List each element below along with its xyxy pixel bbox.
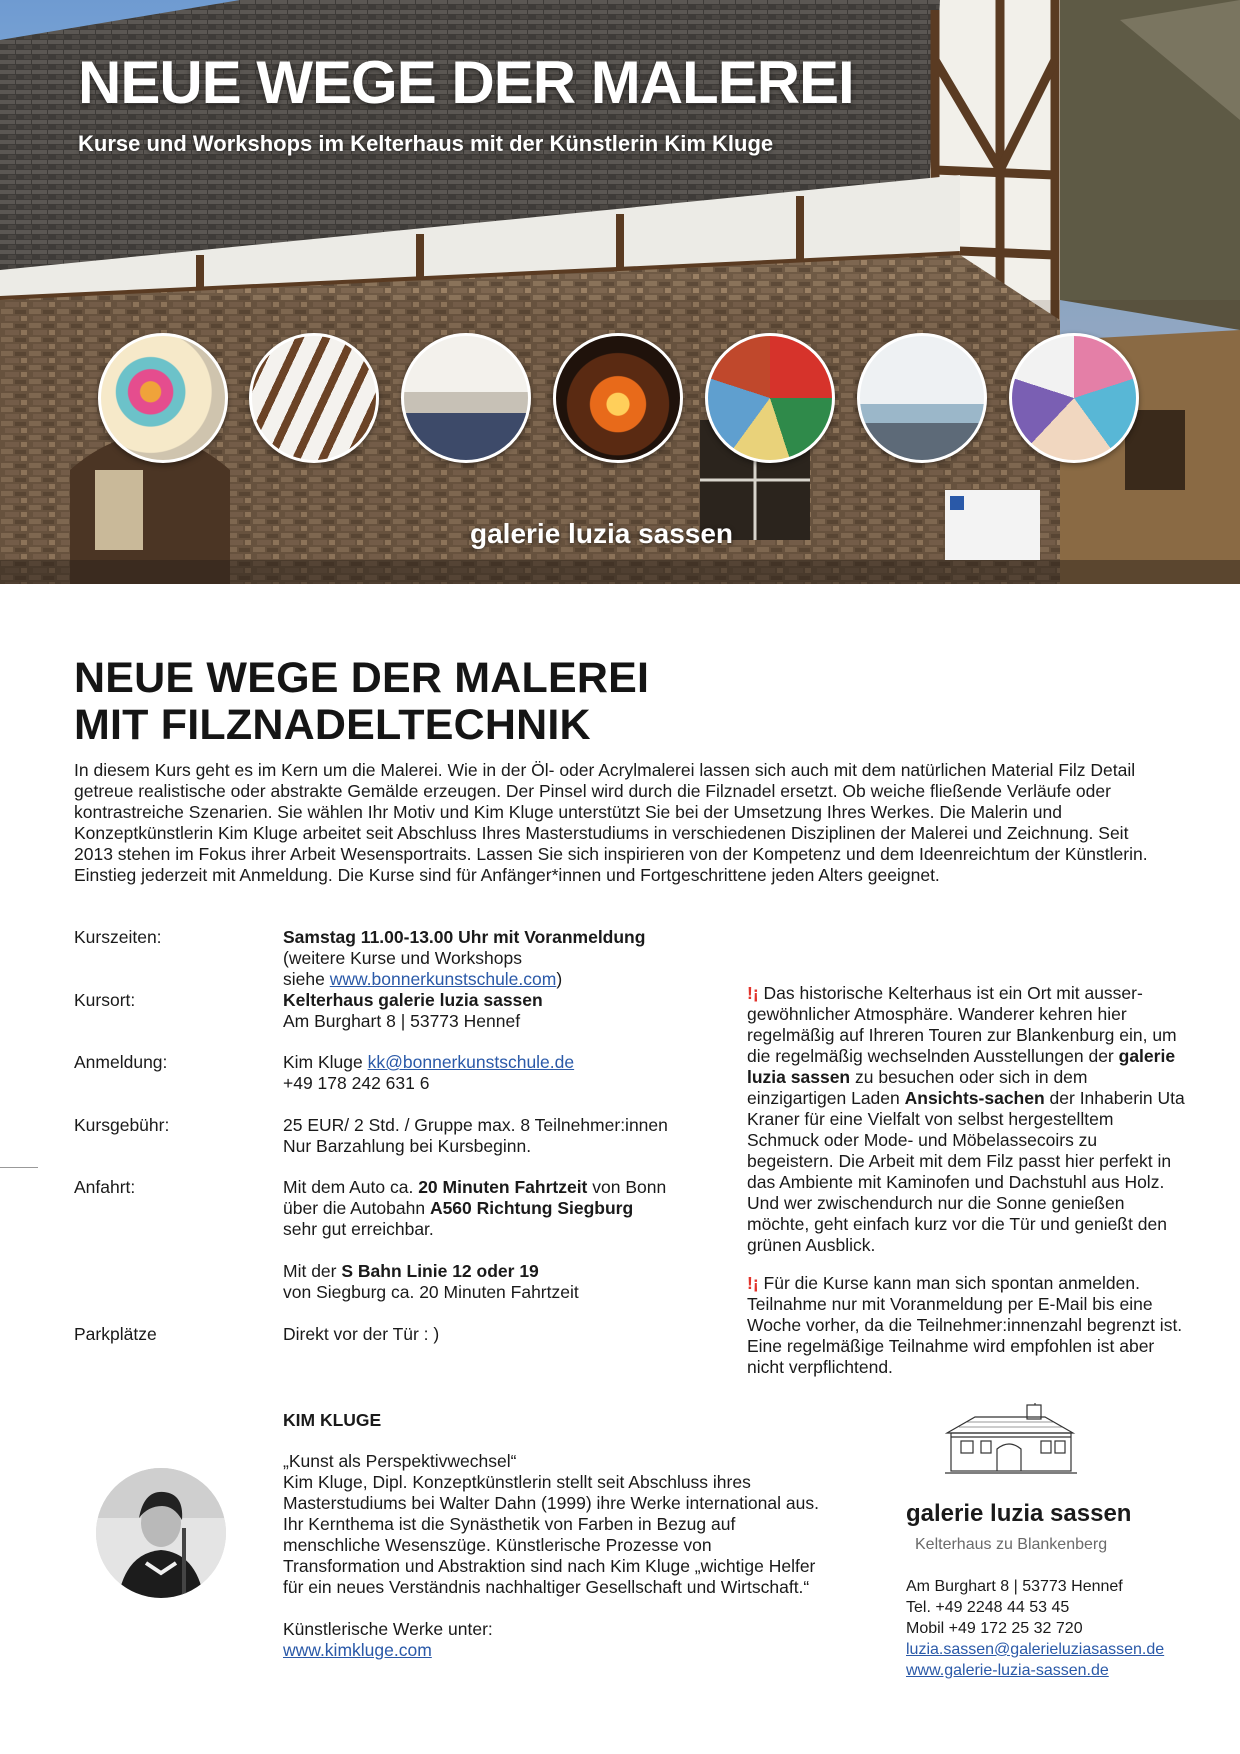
kurszeiten-line2: (weitere Kurse und Workshops xyxy=(283,948,522,968)
artist-works-label: Künstlerische Werke unter: xyxy=(283,1619,493,1639)
value-anfahrt xyxy=(283,1177,666,1303)
title-line-1: NEUE WEGE DER MALEREI xyxy=(74,654,650,702)
kurszeiten-line3-prefix: siehe xyxy=(283,969,330,989)
workshop-photo-roof-beams xyxy=(249,333,379,463)
anfahrt-t5: Mit der xyxy=(283,1261,342,1281)
label-kurszeiten: Kurszeiten: xyxy=(74,927,162,947)
value-parkplaetze: Direkt vor der Tür : ) xyxy=(283,1324,440,1344)
artist-portrait-photo xyxy=(96,1468,226,1598)
workshop-photo-portrait-art xyxy=(1009,333,1139,463)
workshop-photo-fireplace xyxy=(553,333,683,463)
artist-heading: KIM KLUGE xyxy=(283,1410,382,1430)
gebuehr-line1: 25 EUR/ 2 Std. / Gruppe max. 8 Teilnehmer:innen xyxy=(283,1115,668,1135)
kursort-bold: Kelterhaus galerie luzia sassen xyxy=(283,990,543,1010)
anfahrt-b1: 20 Minuten Fahrtzeit xyxy=(418,1177,588,1197)
kurszeiten-line3-suffix: ) xyxy=(556,969,563,989)
value-kurszeiten xyxy=(283,927,645,990)
gallery-web-link[interactable]: www.galerie-luzia-sassen.de xyxy=(906,1662,1109,1679)
anfahrt-t4: sehr gut erreichbar. xyxy=(283,1219,434,1239)
anmeldung-paragraph xyxy=(747,1273,1187,1378)
building-sketch-icon xyxy=(945,1403,1077,1480)
hero-subtitle: Kurse und Workshops im Kelterhaus mit der Künstlerin Kim Kluge xyxy=(78,131,774,156)
label-parkplaetze: Parkplätze xyxy=(74,1324,157,1344)
side-p1-d: der Inhaberin Uta Kraner für eine Vielfalt von selbst hergestelltem Schmuck oder Mode- und Möbelassecoirs zu begeistern. Die Arbeit mit dem Filz passt hier perfekt in das Ambiente mit Kaminofen und Dachstuhl aus Holz. Und wer zwischendurch nur die Sonne genießen möchte, geht einfach kurz vor die Tür und genießt den grünen Ausblick. xyxy=(747,1088,1185,1255)
kurszeiten-bold: Samstag 11.00-13.00 Uhr mit Voranmeldung xyxy=(283,927,646,947)
anfahrt-t3: über die Autobahn xyxy=(283,1198,430,1218)
anmeldung-email-link[interactable]: kk@bonnerkunstschule.de xyxy=(367,1052,575,1072)
attention-mark: !¡ xyxy=(747,1273,759,1293)
attention-mark: !¡ xyxy=(747,983,759,1003)
side-p2: Für die Kurse kann man sich spontan anmelden. Teilnahme nur mit Voranmeldung per E-Mail bis eine Woche vorher, da die Teilnehmer:innenzahl begrenzt ist. Eine regelmäßige Teilnahme wird empfohlen ist aber nicht verpflichtend. xyxy=(747,1273,1183,1377)
side-p1-c: zu besuchen oder sich in dem einzigartigen Laden xyxy=(747,1067,1088,1108)
hero-banner xyxy=(0,0,1240,584)
gallery-contact xyxy=(906,1576,1164,1681)
side-p1-shop: Ansichts-sachen xyxy=(904,1088,1045,1108)
gallery-name: galerie luzia sassen xyxy=(906,1500,1132,1527)
workshop-photo-studio xyxy=(401,333,531,463)
artist-bio-text: Kim Kluge, Dipl. Konzeptkünstlerin stellt seit Abschluss ihres Masterstudiums bei Walter Dahn (1999) ihre Werke international aus. Ihr Kernthema ist die Synästhetik von Farben in Bezug auf menschliche Wesenszüge. Künstlerische Prozesse von Transformation und Abstraktion sind nach Kim Kluge „wichtige Helfer für ein neues Verständnis nachhaltiger Gesellschaft und Wirtschaft.“ xyxy=(283,1472,819,1597)
artist-bio xyxy=(283,1451,823,1661)
intro-paragraph: In diesem Kurs geht es im Kern um die Malerei. Wie in der Öl- oder Acrylmalerei lassen sich auch mit dem natürlichen Material Filz Detail getreue realistische oder abstrakte Gemälde erzeugen. Der Pinsel wird durch die Filznadel ersetzt. Ob weiche fließende Verläufe oder kontrastreiche Szenarien. Sie wählen Ihr Motiv und Kim Kluge unterstützt Sie bei der Umsetzung Ihres Werkes. Die Malerin und Konzeptkünstlerin Kim Kluge arbeitet seit Abschluss Ihres Masterstudiums in verschiedenen Disziplinen der Malerei und Zeichnung. Seit 2013 stehen im Fokus ihrer Arbeit Wesensportraits. Lassen Sie sich inspirieren von der Kompetenz und dem Ideenreichtum der Künstlerin. Einstieg jederzeit mit Anmeldung. Die Kurse sind für Anfänger*innen und Fortgeschrittene jeden Alters geeignet. xyxy=(74,760,1148,885)
side-p1-a: Das historische Kelterhaus ist ein Ort mit ausser-gewöhnlicher Atmosphäre. Wanderer kehren hier regelmäßig auf Ihreren Touren zur Blankenburg ein, um die regelmäßig wechselnden Ausstellungen der xyxy=(747,983,1177,1066)
value-anmeldung xyxy=(283,1052,574,1094)
workshop-photo-painting xyxy=(705,333,835,463)
value-kursgebuehr xyxy=(283,1115,668,1157)
gallery-address: Am Burghart 8 | 53773 Hennef xyxy=(906,1578,1123,1595)
label-anfahrt: Anfahrt: xyxy=(74,1177,136,1197)
hero-title: NEUE WEGE DER MALEREI xyxy=(78,49,854,116)
artist-quote: „Kunst als Perspektivwechsel“ xyxy=(283,1451,517,1471)
anfahrt-t1: Mit dem Auto ca. xyxy=(283,1177,419,1197)
side-p1-gallery: galerie luzia sassen xyxy=(747,1046,1176,1087)
title-line-2: MIT FILZNADELTECHNIK xyxy=(74,701,591,749)
gallery-tel: Tel. +49 2248 44 53 45 xyxy=(906,1599,1070,1616)
gallery-mobil: Mobil +49 172 25 32 720 xyxy=(906,1620,1083,1637)
gallery-email-link[interactable]: luzia.sassen@galerieluziasassen.de xyxy=(906,1641,1165,1658)
anfahrt-b3: S Bahn Linie 12 oder 19 xyxy=(341,1261,539,1281)
kelterhaus-paragraph xyxy=(747,983,1187,1256)
margin-divider xyxy=(0,1167,38,1168)
bonnerkunstschule-link[interactable]: www.bonnerkunstschule.com xyxy=(329,969,557,989)
workshop-photo-felt xyxy=(98,333,228,463)
anmeldung-phone: +49 178 242 631 6 xyxy=(283,1073,430,1093)
label-kursort: Kursort: xyxy=(74,990,136,1010)
kursort-address: Am Burghart 8 | 53773 Hennef xyxy=(283,1011,521,1031)
hero-gallery-label: galerie luzia sassen xyxy=(470,518,734,549)
anfahrt-b2: A560 Richtung Siegburg xyxy=(429,1198,634,1218)
anfahrt-t6: von Siegburg ca. 20 Minuten Fahrtzeit xyxy=(283,1282,579,1302)
anfahrt-t2: von Bonn xyxy=(587,1177,667,1197)
gebuehr-line2: Nur Barzahlung bei Kursbeginn. xyxy=(283,1136,532,1156)
label-anmeldung: Anmeldung: xyxy=(74,1052,168,1072)
gallery-tagline: Kelterhaus zu Blankenberg xyxy=(915,1536,1108,1553)
kimkluge-link[interactable]: www.kimkluge.com xyxy=(283,1640,432,1660)
value-kursort xyxy=(283,990,543,1032)
label-kursgebuehr: Kursgebühr: xyxy=(74,1115,170,1135)
workshop-photo-exhibition xyxy=(857,333,987,463)
page-title xyxy=(74,655,649,749)
anmeldung-name: Kim Kluge xyxy=(283,1052,368,1072)
